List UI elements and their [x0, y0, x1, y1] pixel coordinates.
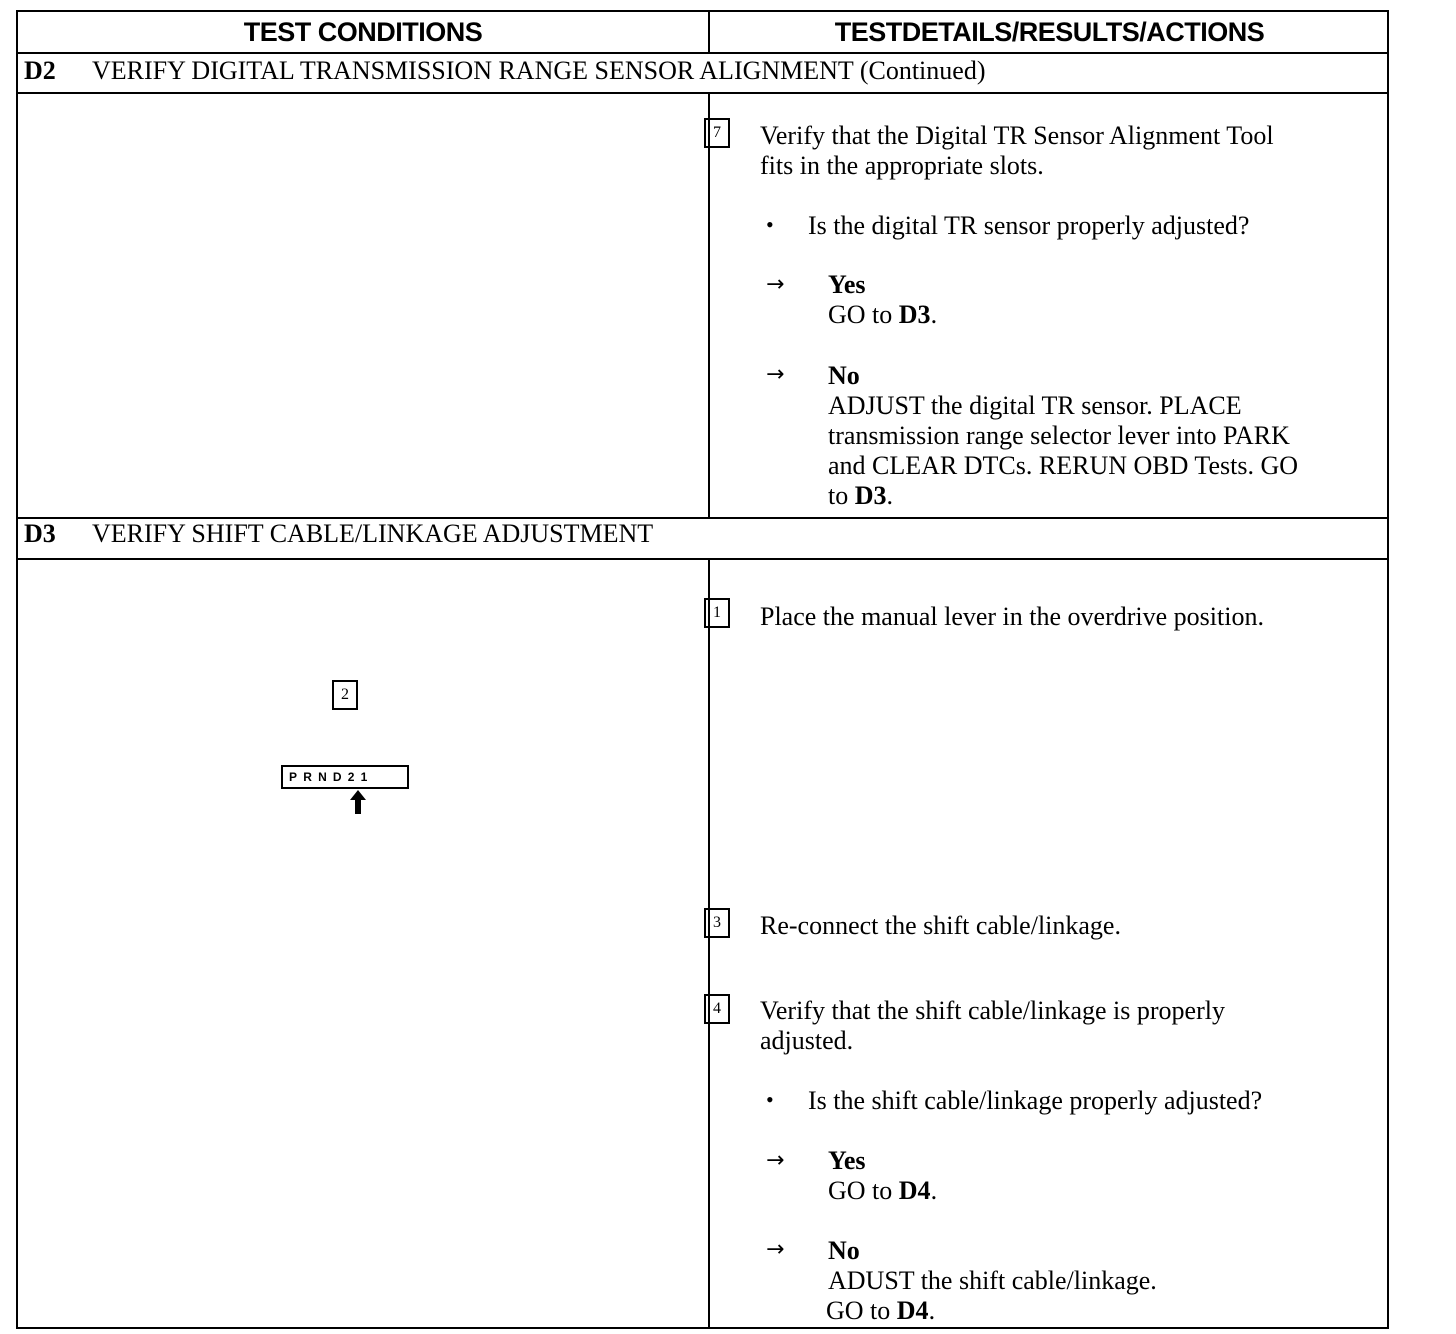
yes-label: Yes	[828, 1146, 866, 1175]
header-divider	[18, 52, 1387, 54]
no-label: No	[828, 361, 860, 390]
step-instruction	[760, 996, 1380, 1056]
step-instruction	[760, 121, 1380, 181]
gear-position-indicator: PRND21	[281, 765, 409, 789]
instruction-line: Verify that the Digital TR Sensor Alignment Tool	[760, 121, 1274, 150]
instruction-line: Verify that the shift cable/linkage is properly	[760, 996, 1225, 1025]
bullet-icon: •	[766, 1087, 774, 1112]
goto-target: D4	[896, 1296, 929, 1325]
action-text: .	[930, 300, 938, 329]
column-divider	[708, 558, 710, 1329]
test-conditions-header: TEST CONDITIONS	[243, 17, 483, 47]
yes-action	[828, 1176, 937, 1206]
step-title-text: VERIFY DIGITAL TRANSMISSION RANGE SENSOR ALIGNMENT (Continued)	[92, 56, 986, 85]
step-instruction: Place the manual lever in the overdrive position.	[760, 602, 1264, 631]
no-action-line: transmission range selector lever into PARK	[828, 421, 1290, 450]
d2-step-title	[24, 56, 985, 86]
yes-label: Yes	[828, 270, 866, 299]
step-instruction: Re-connect the shift cable/linkage.	[760, 911, 1121, 940]
no-action-line	[826, 1296, 1157, 1326]
no-action-line: and CLEAR DTCs. RERUN OBD Tests. GO	[828, 451, 1299, 480]
action-text: .	[930, 1176, 938, 1205]
no-action-line: ADUST the shift cable/linkage.	[828, 1266, 1157, 1295]
action-text: GO to	[826, 1296, 897, 1325]
question-text: Is the shift cable/linkage properly adjusted?	[808, 1086, 1263, 1115]
step-id: D3	[24, 519, 56, 548]
step-number-box: 4	[704, 994, 730, 1024]
no-action-line: ADJUST the digital TR sensor. PLACE	[828, 391, 1242, 420]
step-title-text: VERIFY SHIFT CABLE/LINKAGE ADJUSTMENT	[92, 519, 654, 548]
d2-title-divider	[18, 92, 1387, 94]
no-action-line	[828, 481, 1388, 511]
step-number-box: 3	[704, 908, 730, 938]
step-number-box: 2	[332, 680, 358, 710]
d3-step-title	[24, 519, 653, 549]
instruction-line: adjusted.	[760, 1026, 854, 1055]
step-number-box: 1	[704, 598, 730, 628]
column-divider	[708, 92, 710, 517]
question-text: Is the digital TR sensor properly adjusted?	[808, 211, 1250, 240]
action-text: .	[886, 481, 894, 510]
test-details-header: TESTDETAILS/RESULTS/ACTIONS	[834, 17, 1265, 47]
action-text: GO to	[828, 1176, 899, 1205]
step-number-box: 7	[704, 118, 730, 148]
action-text: to	[828, 481, 855, 510]
no-branch	[828, 361, 1388, 511]
goto-target: D4	[898, 1176, 931, 1205]
yes-action	[828, 300, 937, 330]
goto-target: D3	[898, 300, 931, 329]
arrow-right-icon: →	[766, 272, 785, 297]
goto-target: D3	[854, 481, 887, 510]
arrow-right-icon: →	[766, 362, 785, 387]
step-id: D2	[24, 56, 56, 85]
no-branch	[828, 1236, 1157, 1326]
yes-branch	[828, 270, 937, 330]
arrow-right-icon: →	[766, 1237, 785, 1262]
column-divider	[708, 12, 710, 52]
bullet-icon: •	[766, 212, 774, 237]
action-text: .	[928, 1296, 936, 1325]
d3-title-divider	[18, 558, 1387, 560]
no-label: No	[828, 1236, 860, 1265]
yes-branch	[828, 1146, 937, 1206]
arrow-up-icon	[348, 790, 368, 814]
instruction-line: fits in the appropriate slots.	[760, 151, 1044, 180]
action-text: GO to	[828, 300, 899, 329]
arrow-right-icon: →	[766, 1148, 785, 1173]
procedure-table	[16, 10, 1389, 1329]
